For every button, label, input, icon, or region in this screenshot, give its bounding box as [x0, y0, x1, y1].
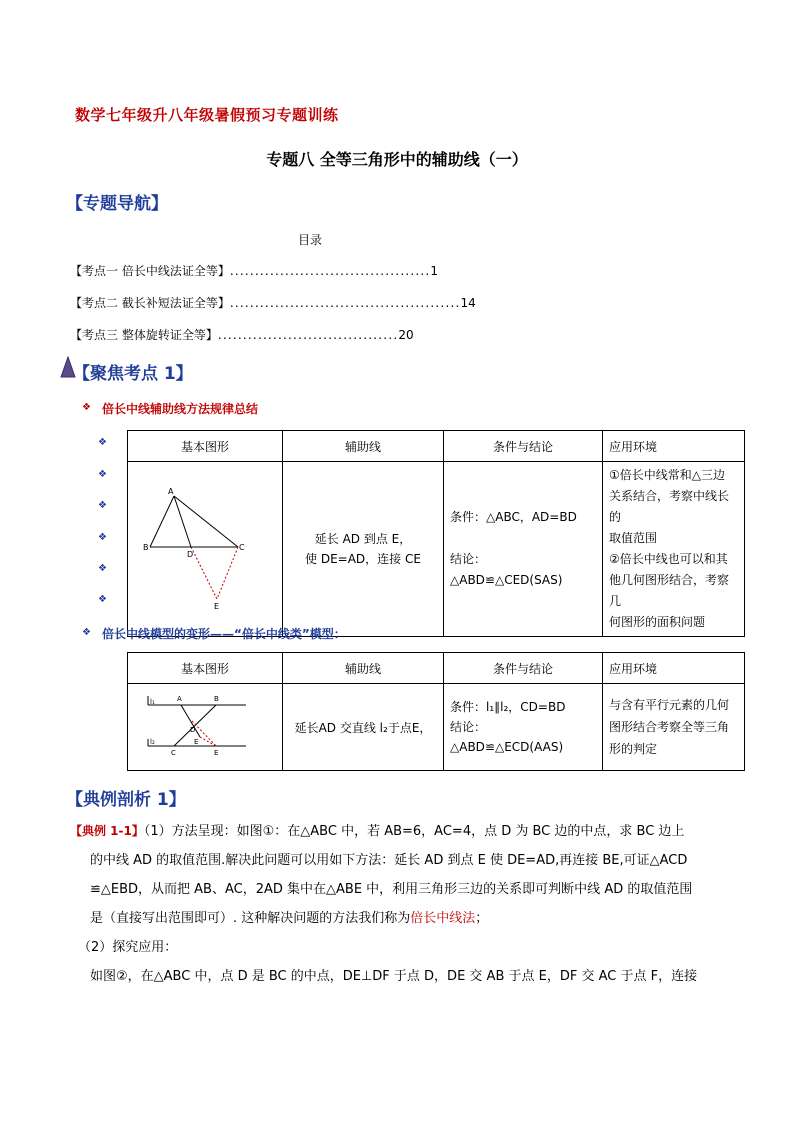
table-header-cell: 应用环境	[603, 431, 745, 462]
table-header-cell: 辅助线	[283, 431, 444, 462]
line-label-l1: l₁	[150, 698, 155, 706]
aux-line-cell	[283, 684, 444, 771]
aux-line-text: 延长AD 交直线 l₂于点E，	[294, 720, 432, 735]
environment-text: 图形结合考察全等三角	[609, 720, 730, 734]
environment-text: 他几何图形结合，考察几	[609, 573, 730, 608]
condition-text: 条件：l₁∥l₂，CD=BD	[450, 700, 566, 714]
toc-item-leader: ..............................................	[229, 296, 461, 310]
example-heading: 【典例剖析 1】	[66, 790, 186, 810]
toc-item-leader: ....................................	[217, 328, 399, 342]
table-header-row	[128, 431, 745, 462]
example-line	[70, 817, 730, 846]
condition-cell	[444, 684, 603, 771]
aux-line-text: 使 DE=AD，连接 CE	[305, 552, 421, 566]
parallel-lines-figure	[128, 684, 270, 767]
toc-item[interactable]	[70, 262, 438, 279]
environment-cell	[603, 684, 745, 771]
condition-text: 结论：	[450, 720, 487, 734]
point-label-e2: E	[214, 749, 219, 757]
line-label-l2: l₂	[150, 738, 155, 746]
bullet-icon: ❖	[98, 437, 107, 448]
example-line: （2）探究应用：	[78, 940, 178, 955]
table-header-cell: 条件与结论	[444, 431, 603, 462]
nav-heading: 【专题导航】	[66, 194, 168, 214]
point-label-c: C	[239, 542, 245, 552]
variant-model-note: 倍长中线模型的变形——“倍长中线类”模型：	[102, 627, 346, 641]
page-title: 专题八 全等三角形中的辅助线（一）	[266, 150, 528, 169]
environment-text: 取值范围	[609, 531, 658, 545]
table-row	[128, 462, 745, 637]
point-label-e: E	[194, 738, 199, 746]
environment-text: ①倍长中线常和△三边	[609, 468, 725, 482]
table-header-cell: 基本图形	[128, 653, 283, 684]
example-text: ；	[475, 911, 489, 926]
environment-text: ②倍长中线也可以和其	[609, 552, 728, 566]
toc-item-label: 【考点一 倍长中线法证全等】	[70, 264, 230, 278]
environment-text: 何图形的面积问题	[609, 615, 706, 629]
toc-title: 目录	[297, 233, 322, 247]
example-line	[70, 904, 730, 933]
condition-text: 条件：△ABC，AD=BD	[450, 510, 577, 524]
point-label-b: B	[214, 695, 219, 703]
point-label-e: E	[214, 601, 220, 611]
bullet-icon: ❖	[98, 594, 107, 605]
bullet-icon: ❖	[98, 469, 107, 480]
toc-item-page: 20	[398, 328, 414, 342]
table-header-cell: 辅助线	[283, 653, 444, 684]
example-body	[70, 817, 730, 991]
point-label-c: C	[171, 749, 176, 757]
aux-line-cell	[283, 462, 444, 637]
condition-text: △ABD≌△ECD(AAS)	[450, 740, 564, 754]
example-label: 【典例 1-1】	[70, 824, 144, 838]
toc-item-leader: ........................................	[229, 264, 431, 278]
table-header-cell: 条件与结论	[444, 653, 603, 684]
bullet-icon: ❖	[82, 627, 91, 638]
example-text: （1）方法呈现：如图①：在△ABC 中，若 AB=6，AC=4，点 D 为 BC 边的中点，求 BC 边上	[143, 824, 685, 839]
method-name-highlight: 倍长中线法	[410, 911, 476, 926]
toc-item-page: 14	[460, 296, 476, 310]
table-header-cell: 基本图形	[128, 431, 283, 462]
document-header: 数学七年级升八年级暑假预习专题训练	[75, 106, 339, 124]
aux-line-text: 延长 AD 到点 E，	[314, 532, 412, 546]
table-header-cell: 应用环境	[603, 653, 745, 684]
condition-text: 结论：	[450, 552, 487, 566]
environment-text: 关系结合，考察中线长的	[609, 489, 730, 524]
focus-heading: 【聚焦考点 1】	[73, 364, 193, 384]
toc-item-label: 【考点三 整体旋转证全等】	[70, 328, 218, 342]
toc-item-label: 【考点二 截长补短法证全等】	[70, 296, 230, 310]
toc-item-page: 1	[430, 264, 439, 278]
method-summary-note: 倍长中线辅助线方法规律总结	[102, 402, 259, 416]
table-row	[128, 684, 745, 771]
point-label-a: A	[168, 486, 174, 496]
example-line: ≌△EBD，从而把 AB、AC，2AD 集中在△ABE 中，利用三角形三边的关系即可判断中线 AD 的取值范围	[90, 882, 693, 897]
table-header-row	[128, 653, 745, 684]
median-triangle-figure	[128, 484, 270, 612]
point-label-d: D	[187, 549, 194, 559]
example-line: 如图②，在△ABC 中，点 D 是 BC 的中点，DE⊥DF 于点 D，DE 交 AB 于点 E，DF 交 AC 于点 F，连接	[90, 969, 698, 984]
toc-item[interactable]	[70, 326, 414, 343]
median-method-table	[127, 430, 745, 637]
condition-text	[450, 528, 596, 549]
condition-text: △ABD≌△CED(SAS)	[450, 573, 563, 587]
environment-text: 与含有平行元素的几何	[609, 698, 730, 712]
median-variant-table	[127, 652, 745, 771]
bullet-icon: ❖	[98, 532, 107, 543]
toc-item[interactable]	[70, 294, 476, 311]
figure-cell	[128, 684, 283, 771]
condition-cell	[444, 462, 603, 637]
example-text: 是（直接写出范围即可）. 这种解决问题的方法我们称为	[90, 911, 411, 926]
environment-text: 形的判定	[609, 742, 658, 756]
bullet-icon: ❖	[82, 402, 91, 413]
point-label-a: A	[177, 695, 182, 703]
bullet-icon: ❖	[98, 500, 107, 511]
point-label-d: D	[190, 726, 196, 734]
environment-cell	[603, 462, 745, 637]
figure-cell	[128, 462, 283, 637]
example-line: 的中线 AD 的取值范围.解决此问题可以用如下方法：延长 AD 到点 E 使 DE=AD,再连接 BE,可证△ACD	[90, 853, 688, 868]
bullet-icon: ❖	[98, 563, 107, 574]
point-label-b: B	[143, 542, 149, 552]
